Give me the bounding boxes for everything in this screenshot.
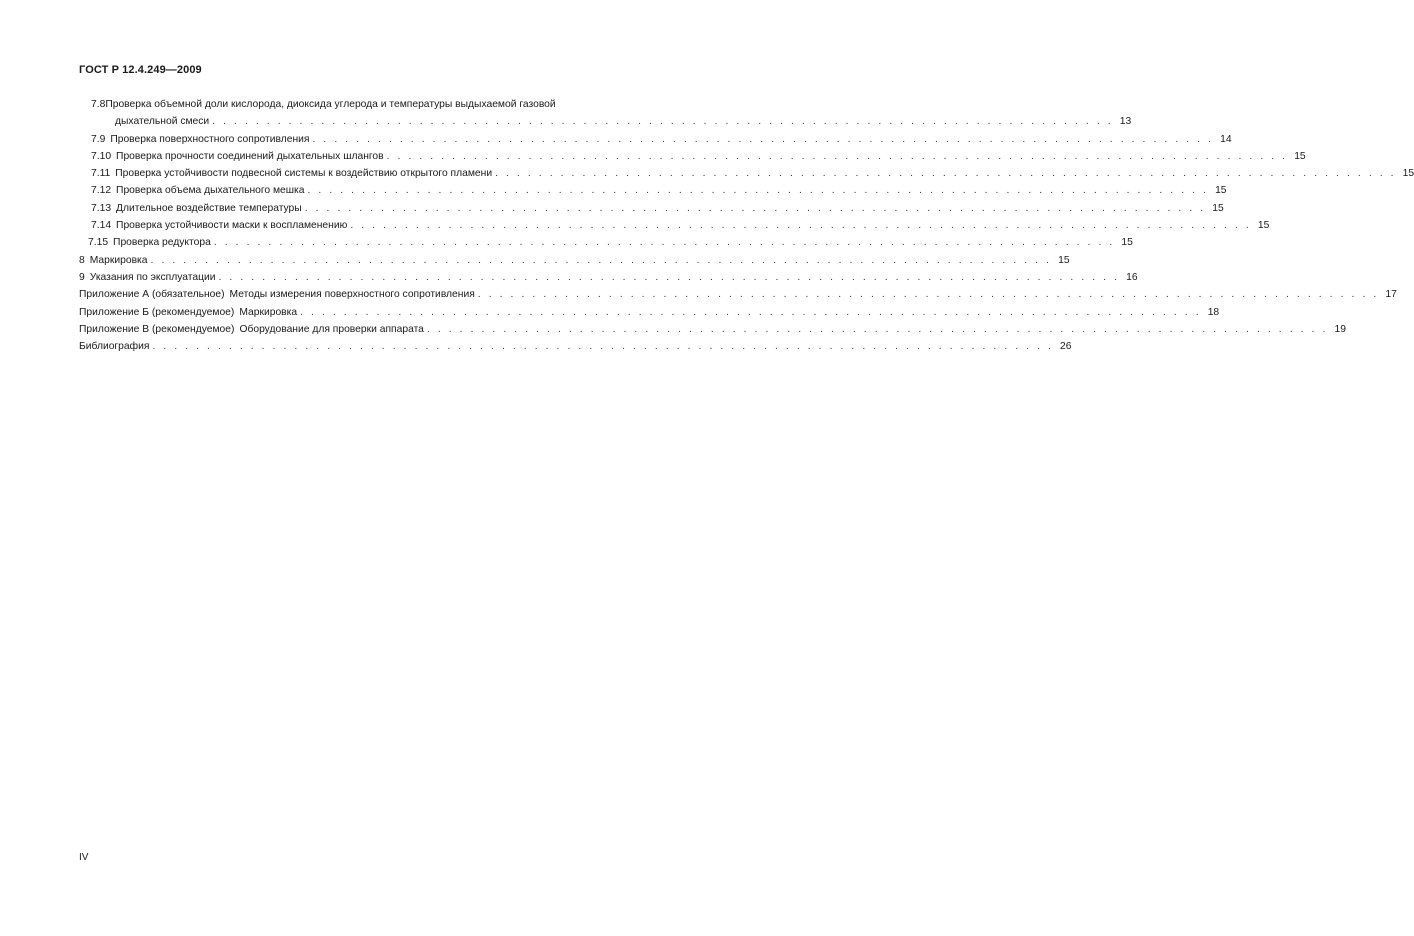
toc-page: 15 — [1294, 150, 1306, 162]
dot-leader: . . . . . . . . . . . . . . . . . . . . . . . . . . . . . . . . . . . . . . . . . . . . . . . . . . . . . . . . . . . . . . . . . . . . . . . . . . . . . . . . . . . — [304, 202, 1206, 214]
document-header: ГОСТ Р 12.4.249—2009 — [79, 64, 202, 76]
toc-title: Длительное воздействие температуры — [116, 202, 302, 214]
toc-number: 7.14 — [91, 220, 112, 232]
dot-leader: . . . . . . . . . . . . . . . . . . . . . . . . . . . . . . . . . . . . . . . . . . . . . . . . . . . . . . . . . . . . . . . . . . . . . . . . . . . . . . . . . . . — [213, 237, 1115, 249]
toc-title: Проверка устойчивости подвесной системы к воздействию открытого пламени — [115, 168, 493, 180]
dot-leader: . . . . . . . . . . . . . . . . . . . . . . . . . . . . . . . . . . . . . . . . . . . . . . . . . . . . . . . . . . . . . . . . . . . . . . . . . . . . . . . . . . . — [152, 341, 1054, 353]
toc-entry-7-12 — [79, 182, 1227, 199]
toc-page: 14 — [1220, 133, 1232, 145]
dot-leader: . . . . . . . . . . . . . . . . . . . . . . . . . . . . . . . . . . . . . . . . . . . . . . . . . . . . . . . . . . . . . . . . . . . . . . . . . . . . . . . . . . . — [495, 168, 1397, 180]
toc-title: Проверка объемной доли кислорода, диоксида углерода и температуры выдыхаемой газовой — [105, 99, 556, 110]
toc-page: 15 — [1058, 254, 1070, 266]
toc-entry-9 — [79, 269, 1138, 286]
toc-number: 7.9 — [91, 133, 106, 145]
toc-entry-appendix-b — [79, 304, 1220, 321]
toc-title: Проверка прочности соединений дыхательных шлангов — [116, 150, 384, 162]
toc-number: 8 — [79, 254, 85, 266]
dot-leader: . . . . . . . . . . . . . . . . . . . . . . . . . . . . . . . . . . . . . . . . . . . . . . . . . . . . . . . . . . . . . . . . . . . . . . . . . . . . . . . . . . . — [312, 133, 1214, 145]
toc-entry-7-11 — [79, 165, 1414, 182]
toc-entry-7-8-cont — [79, 113, 1132, 130]
toc-number: 7.10 — [91, 150, 112, 162]
toc-title: дыхательной смеси — [115, 116, 210, 128]
dot-leader: . . . . . . . . . . . . . . . . . . . . . . . . . . . . . . . . . . . . . . . . . . . . . . . . . . . . . . . . . . . . . . . . . . . . . . . . . . . . . . . . . . . — [477, 289, 1379, 301]
toc-title: Проверка редуктора — [113, 237, 211, 249]
toc-entry-8 — [79, 252, 1070, 269]
dot-leader: . . . . . . . . . . . . . . . . . . . . . . . . . . . . . . . . . . . . . . . . . . . . . . . . . . . . . . . . . . . . . . . . . . . . . . . . . . . . . . . . . . . — [307, 185, 1209, 197]
toc-page: 17 — [1385, 289, 1397, 301]
dot-leader: . . . . . . . . . . . . . . . . . . . . . . . . . . . . . . . . . . . . . . . . . . . . . . . . . . . . . . . . . . . . . . . . . . . . . . . . . . . . . . . . . . . — [218, 271, 1120, 283]
toc-title: Проверка поверхностного сопротивления — [110, 133, 310, 145]
toc-entry-7-14 — [79, 217, 1270, 234]
toc-entry-7-13 — [79, 200, 1224, 217]
dot-leader: . . . . . . . . . . . . . . . . . . . . . . . . . . . . . . . . . . . . . . . . . . . . . . . . . . . . . . . . . . . . . . . . . . . . . . . . . . . . . . . . . . . — [350, 220, 1252, 232]
toc-page: 16 — [1126, 271, 1138, 283]
toc-title: Библиография — [79, 341, 150, 353]
toc-title: Методы измерения поверхностного сопротивления — [229, 289, 475, 301]
dot-leader: . . . . . . . . . . . . . . . . . . . . . . . . . . . . . . . . . . . . . . . . . . . . . . . . . . . . . . . . . . . . . . . . . . . . . . . . . . . . . . . . . . . — [212, 116, 1114, 128]
toc-number: 7.12 — [91, 185, 112, 197]
toc-number: Приложение Б (рекомендуемое) — [79, 306, 235, 318]
toc-number: 7.11 — [91, 168, 111, 180]
toc-page: 19 — [1334, 323, 1346, 335]
toc-entry-7-8 — [79, 96, 615, 113]
toc-number: 9 — [79, 271, 85, 283]
toc-number: 7.15 — [88, 237, 109, 249]
toc-entry-7-15 — [79, 234, 1133, 251]
toc-page: 15 — [1121, 237, 1133, 249]
toc-title: Проверка объема дыхательного мешка — [116, 185, 305, 197]
toc-number: Приложение А (обязательное) — [79, 289, 225, 301]
toc-page: 18 — [1207, 306, 1220, 318]
toc-page: 15 — [1215, 185, 1227, 197]
toc-page: 26 — [1060, 341, 1072, 353]
toc-entry-7-9 — [79, 131, 1232, 148]
toc-entry-7-10 — [79, 148, 1306, 165]
toc-title: Указания по эксплуатации — [89, 271, 216, 283]
toc-page: 15 — [1402, 168, 1414, 180]
page-number: IV — [79, 852, 89, 863]
dot-leader: . . . . . . . . . . . . . . . . . . . . . . . . . . . . . . . . . . . . . . . . . . . . . . . . . . . . . . . . . . . . . . . . . . . . . . . . . . . . . . . . . . . — [150, 254, 1052, 266]
toc-title: Проверка устойчивости маски к воспламенению — [116, 220, 348, 232]
toc-title: Оборудование для проверки аппарата — [239, 323, 424, 335]
toc-page: 15 — [1212, 202, 1224, 214]
toc-page: 13 — [1119, 116, 1132, 128]
table-of-contents — [79, 96, 1414, 355]
toc-number: 7.8 — [91, 99, 106, 110]
toc-entry-appendix-a — [79, 286, 1397, 303]
dot-leader: . . . . . . . . . . . . . . . . . . . . . . . . . . . . . . . . . . . . . . . . . . . . . . . . . . . . . . . . . . . . . . . . . . . . . . . . . . . . . . . . . . . — [426, 323, 1328, 335]
toc-entry-bibliography — [79, 338, 1072, 355]
toc-number: 7.13 — [91, 202, 112, 214]
dot-leader: . . . . . . . . . . . . . . . . . . . . . . . . . . . . . . . . . . . . . . . . . . . . . . . . . . . . . . . . . . . . . . . . . . . . . . . . . . . . . . . . . . . — [300, 306, 1202, 318]
toc-entry-appendix-v — [79, 321, 1346, 338]
toc-number: Приложение В (рекомендуемое) — [79, 323, 235, 335]
toc-title: Маркировка — [239, 306, 298, 318]
dot-leader: . . . . . . . . . . . . . . . . . . . . . . . . . . . . . . . . . . . . . . . . . . . . . . . . . . . . . . . . . . . . . . . . . . . . . . . . . . . . . . . . . . . — [386, 150, 1288, 162]
toc-page: 15 — [1257, 220, 1270, 232]
toc-title: Маркировка — [89, 254, 148, 266]
